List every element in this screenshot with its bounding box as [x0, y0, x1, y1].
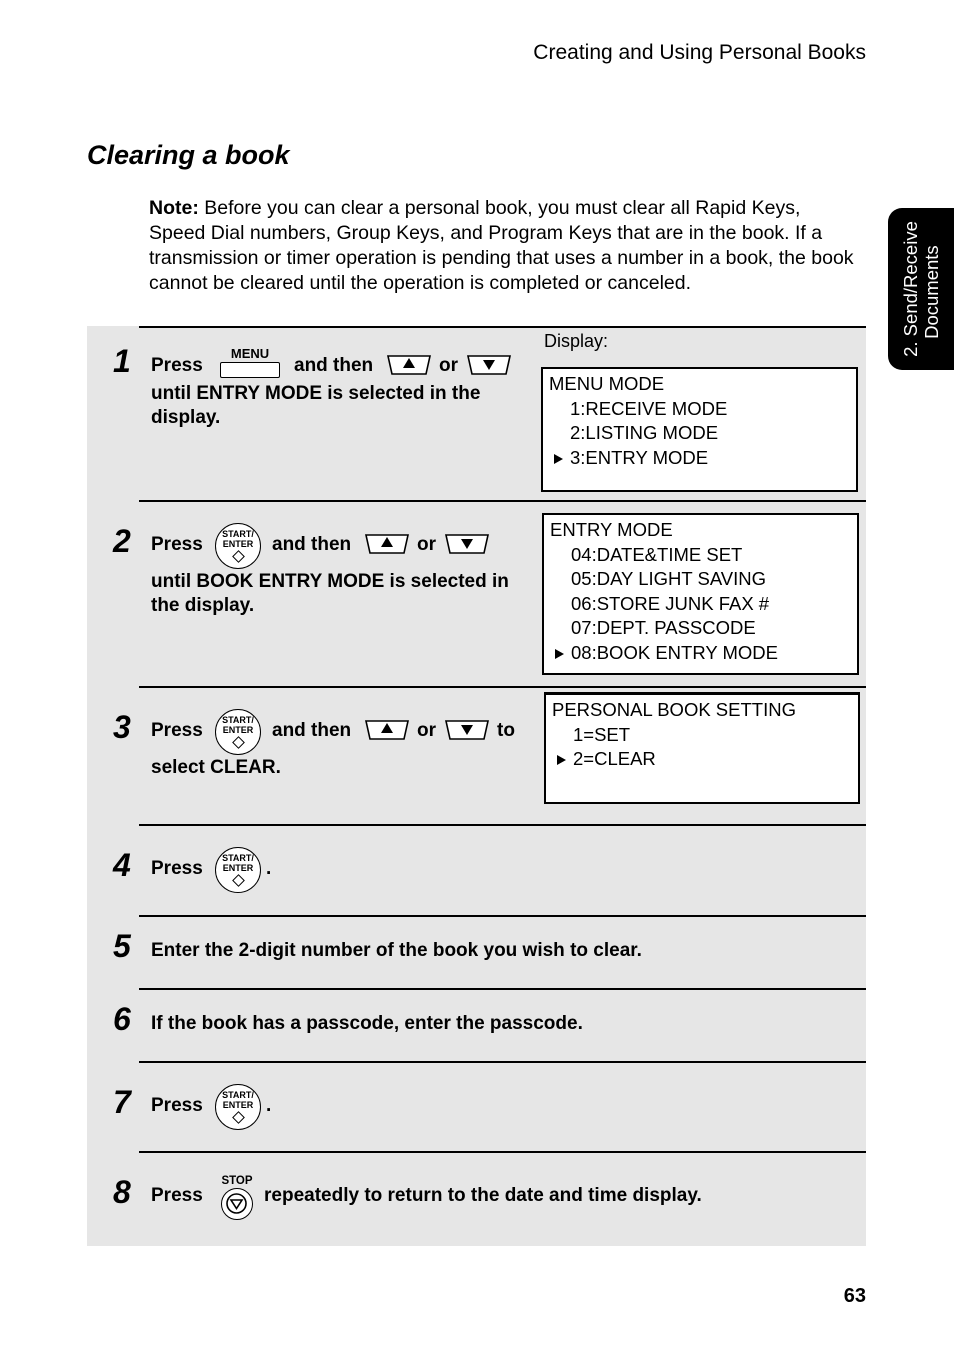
lcd-line: 1:RECEIVE MODE [570, 397, 728, 419]
lcd-line: 1=SET [573, 723, 631, 745]
step-press-text: Press [151, 858, 203, 879]
side-tab-line2: Documents [921, 245, 942, 339]
note-text: Before you can clear a personal book, you must clear all Rapid Keys, Speed Dial numbers, Group Keys, and Program Keys that are in the book. If a transmission or timer operation is pending that uses a number in a book, the book cannot be cleared until the operation is completed or canceled. [149, 197, 854, 294]
menu-key-icon [220, 347, 280, 377]
step-or-text: or [417, 720, 436, 741]
step-period: . [266, 858, 272, 879]
step-number: 7 [113, 1084, 131, 1120]
step-and-then-text: and then [272, 720, 352, 741]
lcd-line: 05:DAY LIGHT SAVING [571, 568, 767, 589]
stop-key-icon [217, 1175, 257, 1219]
down-arrow-key-icon [466, 354, 512, 376]
step-press-text: Press [151, 355, 203, 376]
lcd-line-selected: 3:ENTRY MODE [549, 446, 850, 471]
down-arrow-key-icon [444, 533, 490, 555]
step-divider [139, 686, 866, 688]
step-instruction: Enter the 2-digit number of the book you wish to clear. [151, 940, 642, 961]
lcd-title: PERSONAL BOOK SETTING [552, 699, 796, 720]
step-number: 1 [113, 343, 131, 379]
side-tab-line1: 2. Send/Receive [900, 221, 921, 357]
lcd-display-menu-mode [541, 367, 858, 492]
running-header: Creating and Using Personal Books [533, 41, 866, 64]
chapter-side-tab [888, 208, 954, 370]
step-divider [139, 326, 866, 328]
up-arrow-key-icon [386, 354, 432, 376]
step-or-text: or [417, 534, 436, 555]
step-and-then-text: and then [294, 355, 374, 376]
note-label: Note: [149, 197, 199, 219]
lcd-line-selected: 08:BOOK ENTRY MODE [550, 641, 851, 666]
start-enter-key-icon: START/ ENTER [215, 523, 261, 569]
lcd-line-selected: 2=CLEAR [552, 747, 852, 772]
start-enter-key-icon: START/ ENTER [215, 847, 261, 893]
section-title: Clearing a book [87, 140, 290, 170]
step-divider [139, 1151, 866, 1153]
lcd-line: 06:STORE JUNK FAX # [571, 592, 770, 614]
lcd-display-entry-mode [542, 513, 859, 675]
start-enter-key-icon: START/ ENTER [215, 709, 261, 755]
step-instruction: repeatedly to return to the date and time display. [264, 1185, 702, 1206]
step-press-text: Press [151, 534, 203, 555]
step-divider [139, 824, 866, 826]
up-arrow-key-icon [364, 719, 410, 741]
step-number: 4 [113, 847, 131, 883]
lcd-title: MENU MODE [549, 373, 665, 394]
step-press-text: Press [151, 720, 203, 741]
step-instruction: until ENTRY MODE is selected in the display. [151, 383, 481, 428]
step-and-then-text: and then [272, 534, 352, 555]
step-to-text: to [497, 720, 515, 741]
step-number: 5 [113, 928, 131, 964]
page-number: 63 [843, 1285, 866, 1307]
step-divider [139, 915, 866, 917]
step-instruction: If the book has a passcode, enter the passcode. [151, 1013, 583, 1034]
down-arrow-key-icon [444, 719, 490, 741]
menu-key-label: MENU [230, 346, 270, 361]
step-or-text: or [439, 355, 458, 376]
step-instruction: select CLEAR. [151, 757, 281, 778]
lcd-display-personal-book-setting [544, 692, 860, 804]
stop-key-label: STOP [221, 1175, 253, 1187]
display-label: Display: [544, 331, 609, 351]
step-divider [139, 500, 866, 502]
stop-symbol-icon [222, 1189, 252, 1219]
lcd-line: 04:DATE&TIME SET [571, 543, 743, 565]
start-enter-key-icon: START/ ENTER [215, 1084, 261, 1130]
step-number: 6 [113, 1001, 131, 1037]
up-arrow-key-icon [364, 533, 410, 555]
step-divider [139, 988, 866, 990]
lcd-line: 07:DEPT. PASSCODE [571, 617, 756, 638]
step-press-text: Press [151, 1095, 203, 1116]
step-number: 3 [113, 709, 131, 745]
step-period: . [266, 1095, 272, 1116]
step-number: 8 [113, 1174, 131, 1210]
lcd-title: ENTRY MODE [550, 519, 673, 540]
step-number: 2 [113, 523, 131, 559]
note-paragraph [149, 196, 859, 296]
lcd-line: 2:LISTING MODE [570, 422, 719, 443]
step-instruction: until BOOK ENTRY MODE is selected in the display. [151, 571, 509, 616]
step-press-text: Press [151, 1185, 203, 1206]
step-divider [139, 1061, 866, 1063]
